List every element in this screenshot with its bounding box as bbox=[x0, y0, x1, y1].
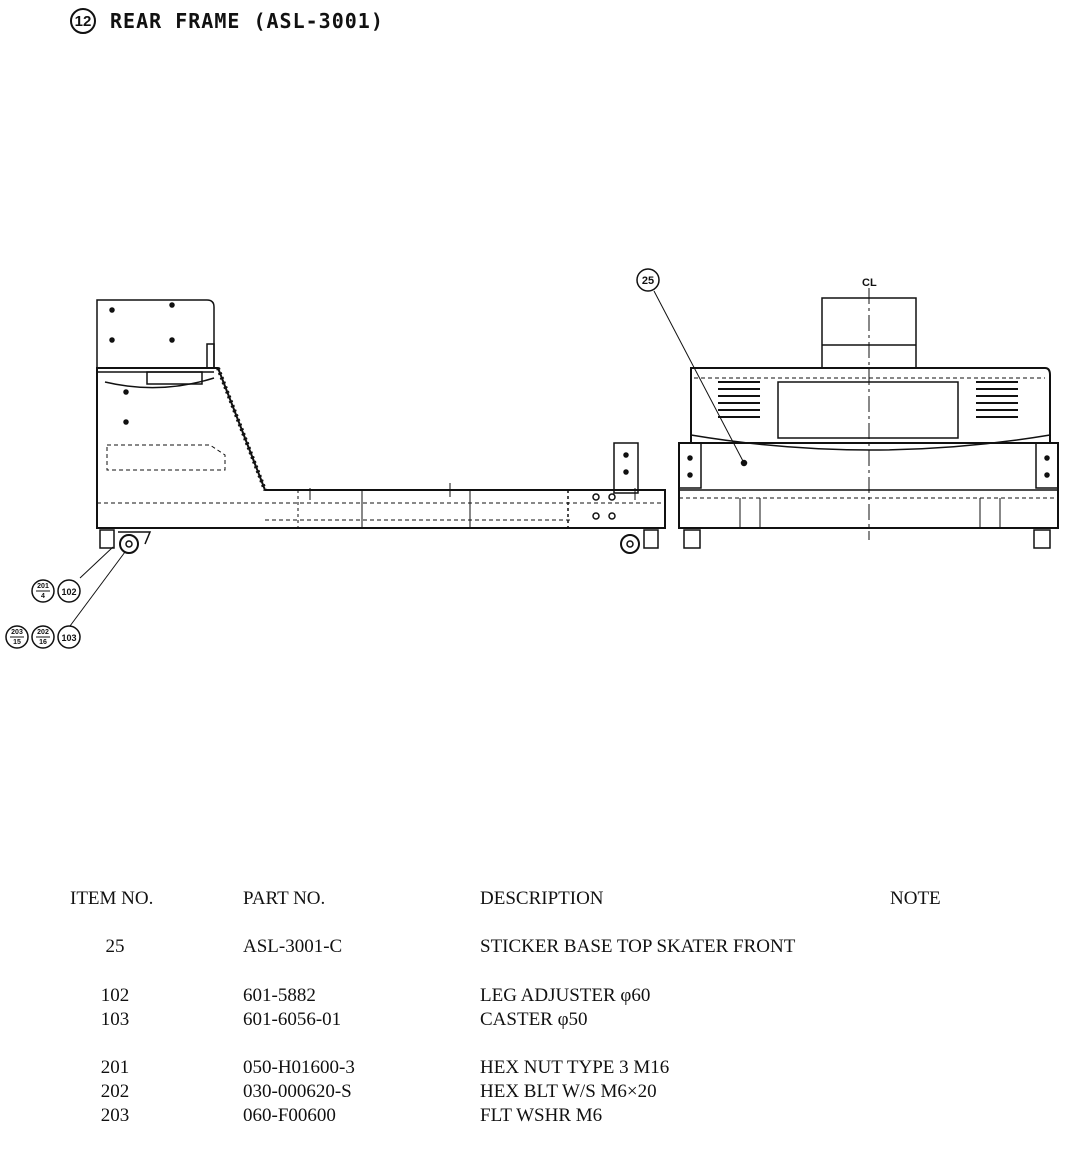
table-row bbox=[0, 1105, 1080, 1129]
callout-201-4-bottom: 4 bbox=[41, 593, 45, 600]
header-note: NOTE bbox=[890, 888, 941, 909]
table-row bbox=[0, 985, 1080, 1009]
side-caster-front bbox=[120, 535, 138, 553]
description: HEX NUT TYPE 3 M16 bbox=[480, 1057, 670, 1078]
table-row bbox=[0, 1009, 1080, 1033]
part-no: ASL-3001-C bbox=[243, 936, 343, 957]
part-no: 601-5882 bbox=[243, 985, 316, 1006]
description: STICKER BASE TOP SKATER FRONT bbox=[480, 936, 796, 957]
callout-102-label: 102 bbox=[61, 587, 77, 597]
callout-202-16 bbox=[32, 626, 54, 648]
item-no: 202 bbox=[100, 1081, 130, 1102]
parts-table-header bbox=[0, 888, 1080, 912]
description: LEG ADJUSTER φ60 bbox=[480, 985, 651, 1006]
side-caster-rear bbox=[621, 535, 639, 553]
item-no: 103 bbox=[100, 1009, 130, 1030]
description: CASTER φ50 bbox=[480, 1009, 588, 1030]
header-description: DESCRIPTION bbox=[480, 888, 604, 909]
table-row bbox=[0, 1081, 1080, 1105]
item-no: 25 bbox=[105, 936, 125, 957]
front-body bbox=[691, 368, 1050, 443]
callout-203-15-top: 203 bbox=[11, 629, 23, 636]
table-row bbox=[0, 1057, 1080, 1081]
callout-103 bbox=[58, 626, 80, 648]
front-panel-window bbox=[778, 382, 958, 438]
callout-203-15-bottom: 15 bbox=[13, 639, 21, 646]
title-text: REAR FRAME (ASL-3001) bbox=[110, 9, 384, 33]
front-caster-right bbox=[1034, 530, 1050, 548]
callout-203-15 bbox=[6, 626, 28, 648]
callout-201-4 bbox=[32, 580, 54, 602]
callout-202-16-top: 202 bbox=[37, 629, 49, 636]
item-no: 102 bbox=[100, 985, 130, 1006]
side-upper-tab bbox=[207, 344, 214, 368]
callout-25-label: 25 bbox=[641, 275, 655, 287]
section-number-badge: 12 bbox=[70, 8, 96, 34]
part-no: 601-6056-01 bbox=[243, 1009, 342, 1030]
front-vent-left bbox=[718, 382, 760, 417]
side-rear-upright bbox=[614, 443, 638, 493]
side-leg-adjuster bbox=[100, 530, 114, 548]
header-item-no: ITEM NO. bbox=[70, 888, 154, 909]
front-view bbox=[679, 288, 1058, 548]
callout-201-4-top: 201 bbox=[37, 583, 49, 590]
item-no: 201 bbox=[100, 1057, 130, 1078]
front-vent-right bbox=[976, 382, 1018, 417]
callout-102 bbox=[58, 580, 80, 602]
description: HEX BLT W/S M6×20 bbox=[480, 1081, 657, 1102]
callout-202-16-bottom: 16 bbox=[39, 639, 47, 646]
description: FLT WSHR M6 bbox=[480, 1105, 603, 1126]
part-no: 060-F00600 bbox=[243, 1105, 336, 1126]
callout-25 bbox=[637, 269, 659, 291]
table-row bbox=[0, 936, 1080, 960]
header-part-no: PART NO. bbox=[243, 888, 326, 909]
front-caster-left bbox=[684, 530, 700, 548]
side-view bbox=[97, 300, 665, 553]
centerline-label: CL bbox=[862, 277, 877, 289]
callout-103-label: 103 bbox=[61, 633, 77, 643]
side-body bbox=[97, 368, 665, 528]
part-no: 050-H01600-3 bbox=[243, 1057, 355, 1078]
item-no: 203 bbox=[100, 1105, 130, 1126]
part-no: 030-000620-S bbox=[243, 1081, 352, 1102]
